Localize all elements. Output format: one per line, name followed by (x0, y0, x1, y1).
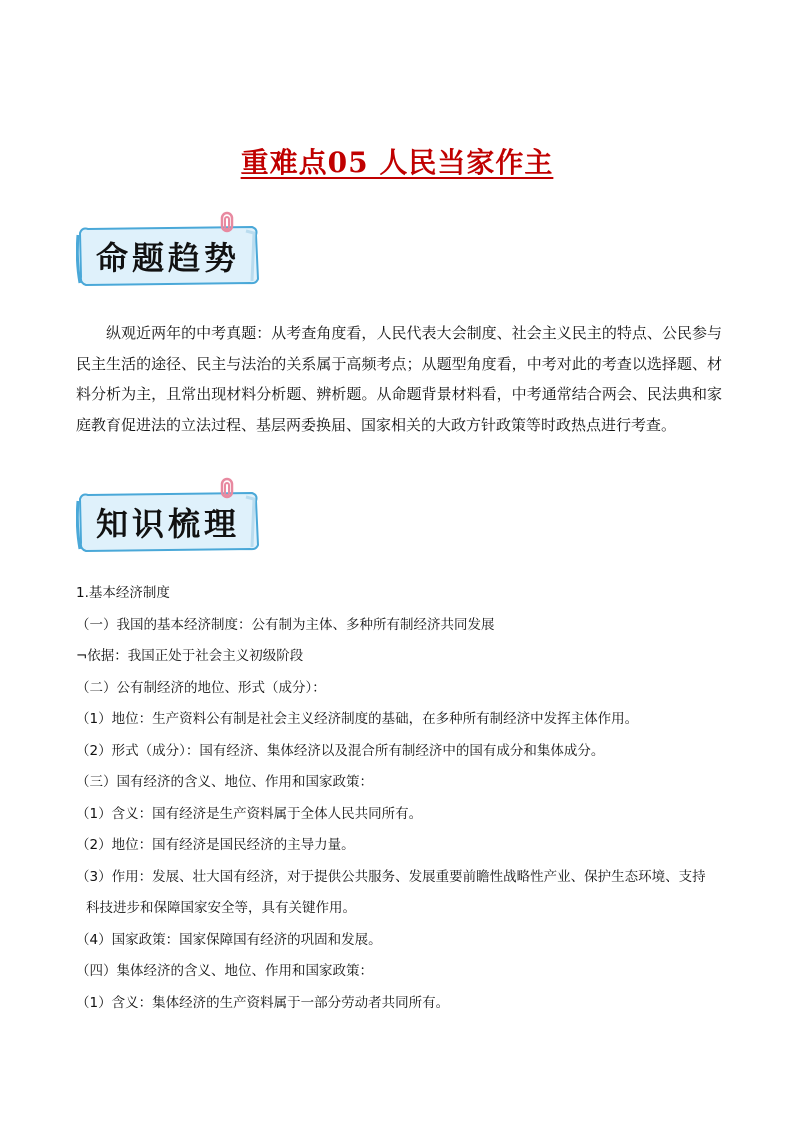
page-title: 重难点05 人民当家作主 (240, 146, 554, 179)
list-item: ¬依据：我国正处于社会主义初级阶段 (76, 648, 304, 664)
list-item: 1.基本经济制度 (76, 585, 170, 601)
list-item: （四）集体经济的含义、地位、作用和国家政策： (76, 963, 373, 979)
list-item: （1）地位：生产资料公有制是社会主义经济制度的基础，在多种所有制经济中发挥主体作用。 (76, 711, 639, 727)
section-heading-trend: 命题趋势 (96, 239, 241, 277)
section-banner-knowledge (76, 487, 262, 553)
list-item: （2）地位：国有经济是国民经济的主导力量。 (76, 837, 355, 853)
intro-paragraph: 纵观近两年的中考真题：从考查角度看，人民代表大会制度、社会主义民主的特点、公民参与民主生活的途径、民主与法治的关系属于高频考点；从题型角度看，中考对此的考查以选择题、材料分析为主，且常出现材料分析题、辨析题。从命题背景材料看，中考通常结合两会、民法典和家庭教育促进法的立法过程、基层两委换届、国家相关的大政方针政策等时政热点进行考查。 (76, 324, 722, 434)
list-item: （2）形式（成分）：国有经济、集体经济以及混合所有制经济中的国有成分和集体成分。 (76, 742, 605, 759)
list-item: （一）我国的基本经济制度：公有制为主体、多种所有制经济共同发展 (76, 616, 495, 633)
section-heading-knowledge: 知识梳理 (96, 505, 241, 543)
list-item: （1）含义：集体经济的生产资料属于一部分劳动者共同所有。 (76, 994, 450, 1011)
list-item: （二）公有制经济的地位、形式（成分）： (76, 679, 326, 696)
list-item: （4）国家政策：国家保障国有经济的巩固和发展。 (76, 931, 382, 948)
list-item: （三）国有经济的含义、地位、作用和国家政策： (76, 774, 373, 790)
list-item: （1）含义：国有经济是生产资料属于全体人民共同所有。 (76, 805, 423, 822)
list-item: （3）作用：发展、壮大国有经济，对于提供公共服务、发展重要前瞻性战略性产业、保护生态环境、支持 (76, 868, 706, 885)
list-item-continuation: 科技进步和保障国家安全等，具有关键作用。 (86, 900, 356, 916)
knowledge-list (76, 578, 736, 1019)
section-banner-trend (76, 221, 262, 287)
